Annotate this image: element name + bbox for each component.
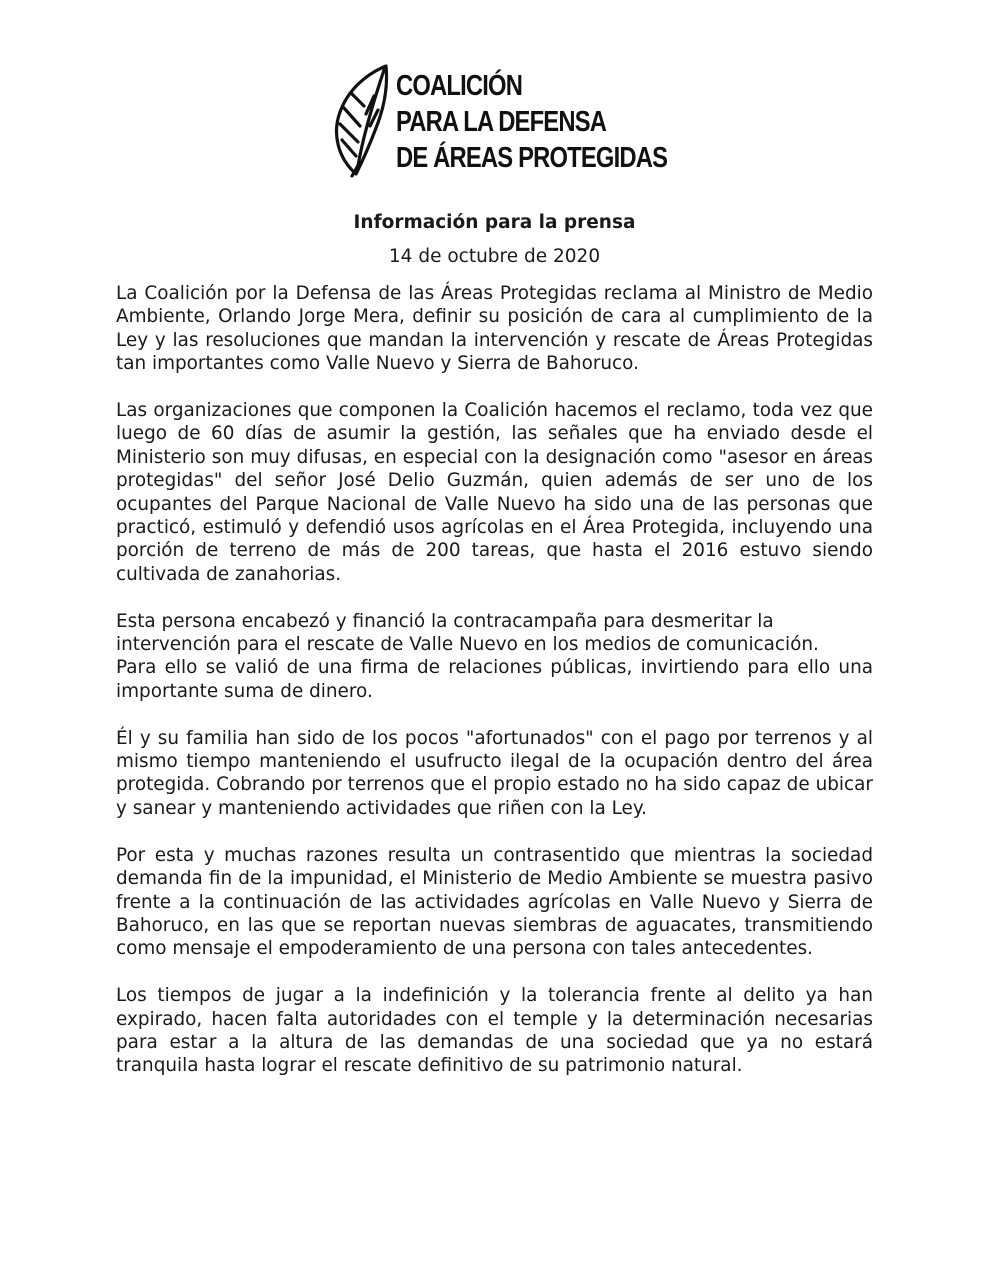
paragraph-4: Para ello se valió de una firma de relaciones públicas, invirtiendo para ello una importante suma de dinero. bbox=[116, 657, 873, 702]
leaf-icon bbox=[330, 62, 390, 178]
paragraph-6: Por esta y muchas razones resulta un contrasentido que mientras la sociedad demanda fin de la impunidad, el Ministerio de Medio Ambiente se muestra pasivo frente a la continuación de las actividades agrícolas en Valle Nuevo y Sierra de Bahoruco, en las que se reportan nuevas siembras de aguacates, transmitiendo como mensaje el empoderamiento de una persona con tales antecedentes. bbox=[116, 844, 873, 960]
press-release-body bbox=[116, 282, 873, 1101]
paragraph-1: La Coalición por la Defensa de las Áreas Protegidas reclama al Ministro de Medio Ambiente, Orlando Jorge Mera, definir su posición de cara al cumplimiento de la Ley y las resoluciones que mandan la intervención y rescate de Áreas Protegidas tan importantes como Valle Nuevo y Sierra de Bahoruco. bbox=[116, 283, 873, 375]
logo-line-1: COALICIÓN bbox=[396, 70, 523, 102]
paragraph-3: Esta persona encabezó y financió la contracampaña para desmeritar la intervención para el rescate de Valle Nuevo en los medios de comunicación. bbox=[116, 610, 819, 656]
logo-line-3: DE ÁREAS PROTEGIDAS bbox=[396, 142, 668, 174]
coalition-logo bbox=[330, 62, 670, 182]
paragraph-7: Los tiempos de jugar a la indefinición y la tolerancia frente al delito ya han expirado, hacen falta autoridades con el temple y la determinación necesarias para estar a la altura de las demandas de una sociedad que ya no estará tranquila hasta lograr el rescate definitivo de su patrimonio natural. bbox=[116, 985, 873, 1077]
logo-wordmark bbox=[396, 68, 667, 176]
release-date: 14 de octubre de 2020 bbox=[388, 246, 601, 267]
logo-line-2: PARA LA DEFENSA bbox=[396, 106, 607, 138]
paragraph-2: Las organizaciones que componen la Coalición hacemos el reclamo, toda vez que luego de 60 días de asumir la gestión, las señales que ha enviado desde el Ministerio son muy difusas, en especial con la designación como "asesor en áreas protegidas" del señor José Delio Guzmán, quien además de ser uno de los ocupantes del Parque Nacional de Valle Nuevo ha sido una de las personas que practicó, estimuló y defendió usos agrícolas en el Área Protegida, incluyendo una porción de terreno de más de 200 tareas, que hasta el 2016 estuvo siendo cultivada de zanahorias. bbox=[116, 400, 873, 585]
page-title: Información para la prensa bbox=[353, 212, 636, 233]
paragraph-5: Él y su familia han sido de los pocos "afortunados" con el pago por terrenos y al mismo tiempo manteniendo el usufructo ilegal de la ocupación dentro del área protegida. Cobrando por terrenos que el propio estado no ha sido capaz de ubicar y sanear y manteniendo actividades que riñen con la Ley. bbox=[116, 727, 873, 819]
